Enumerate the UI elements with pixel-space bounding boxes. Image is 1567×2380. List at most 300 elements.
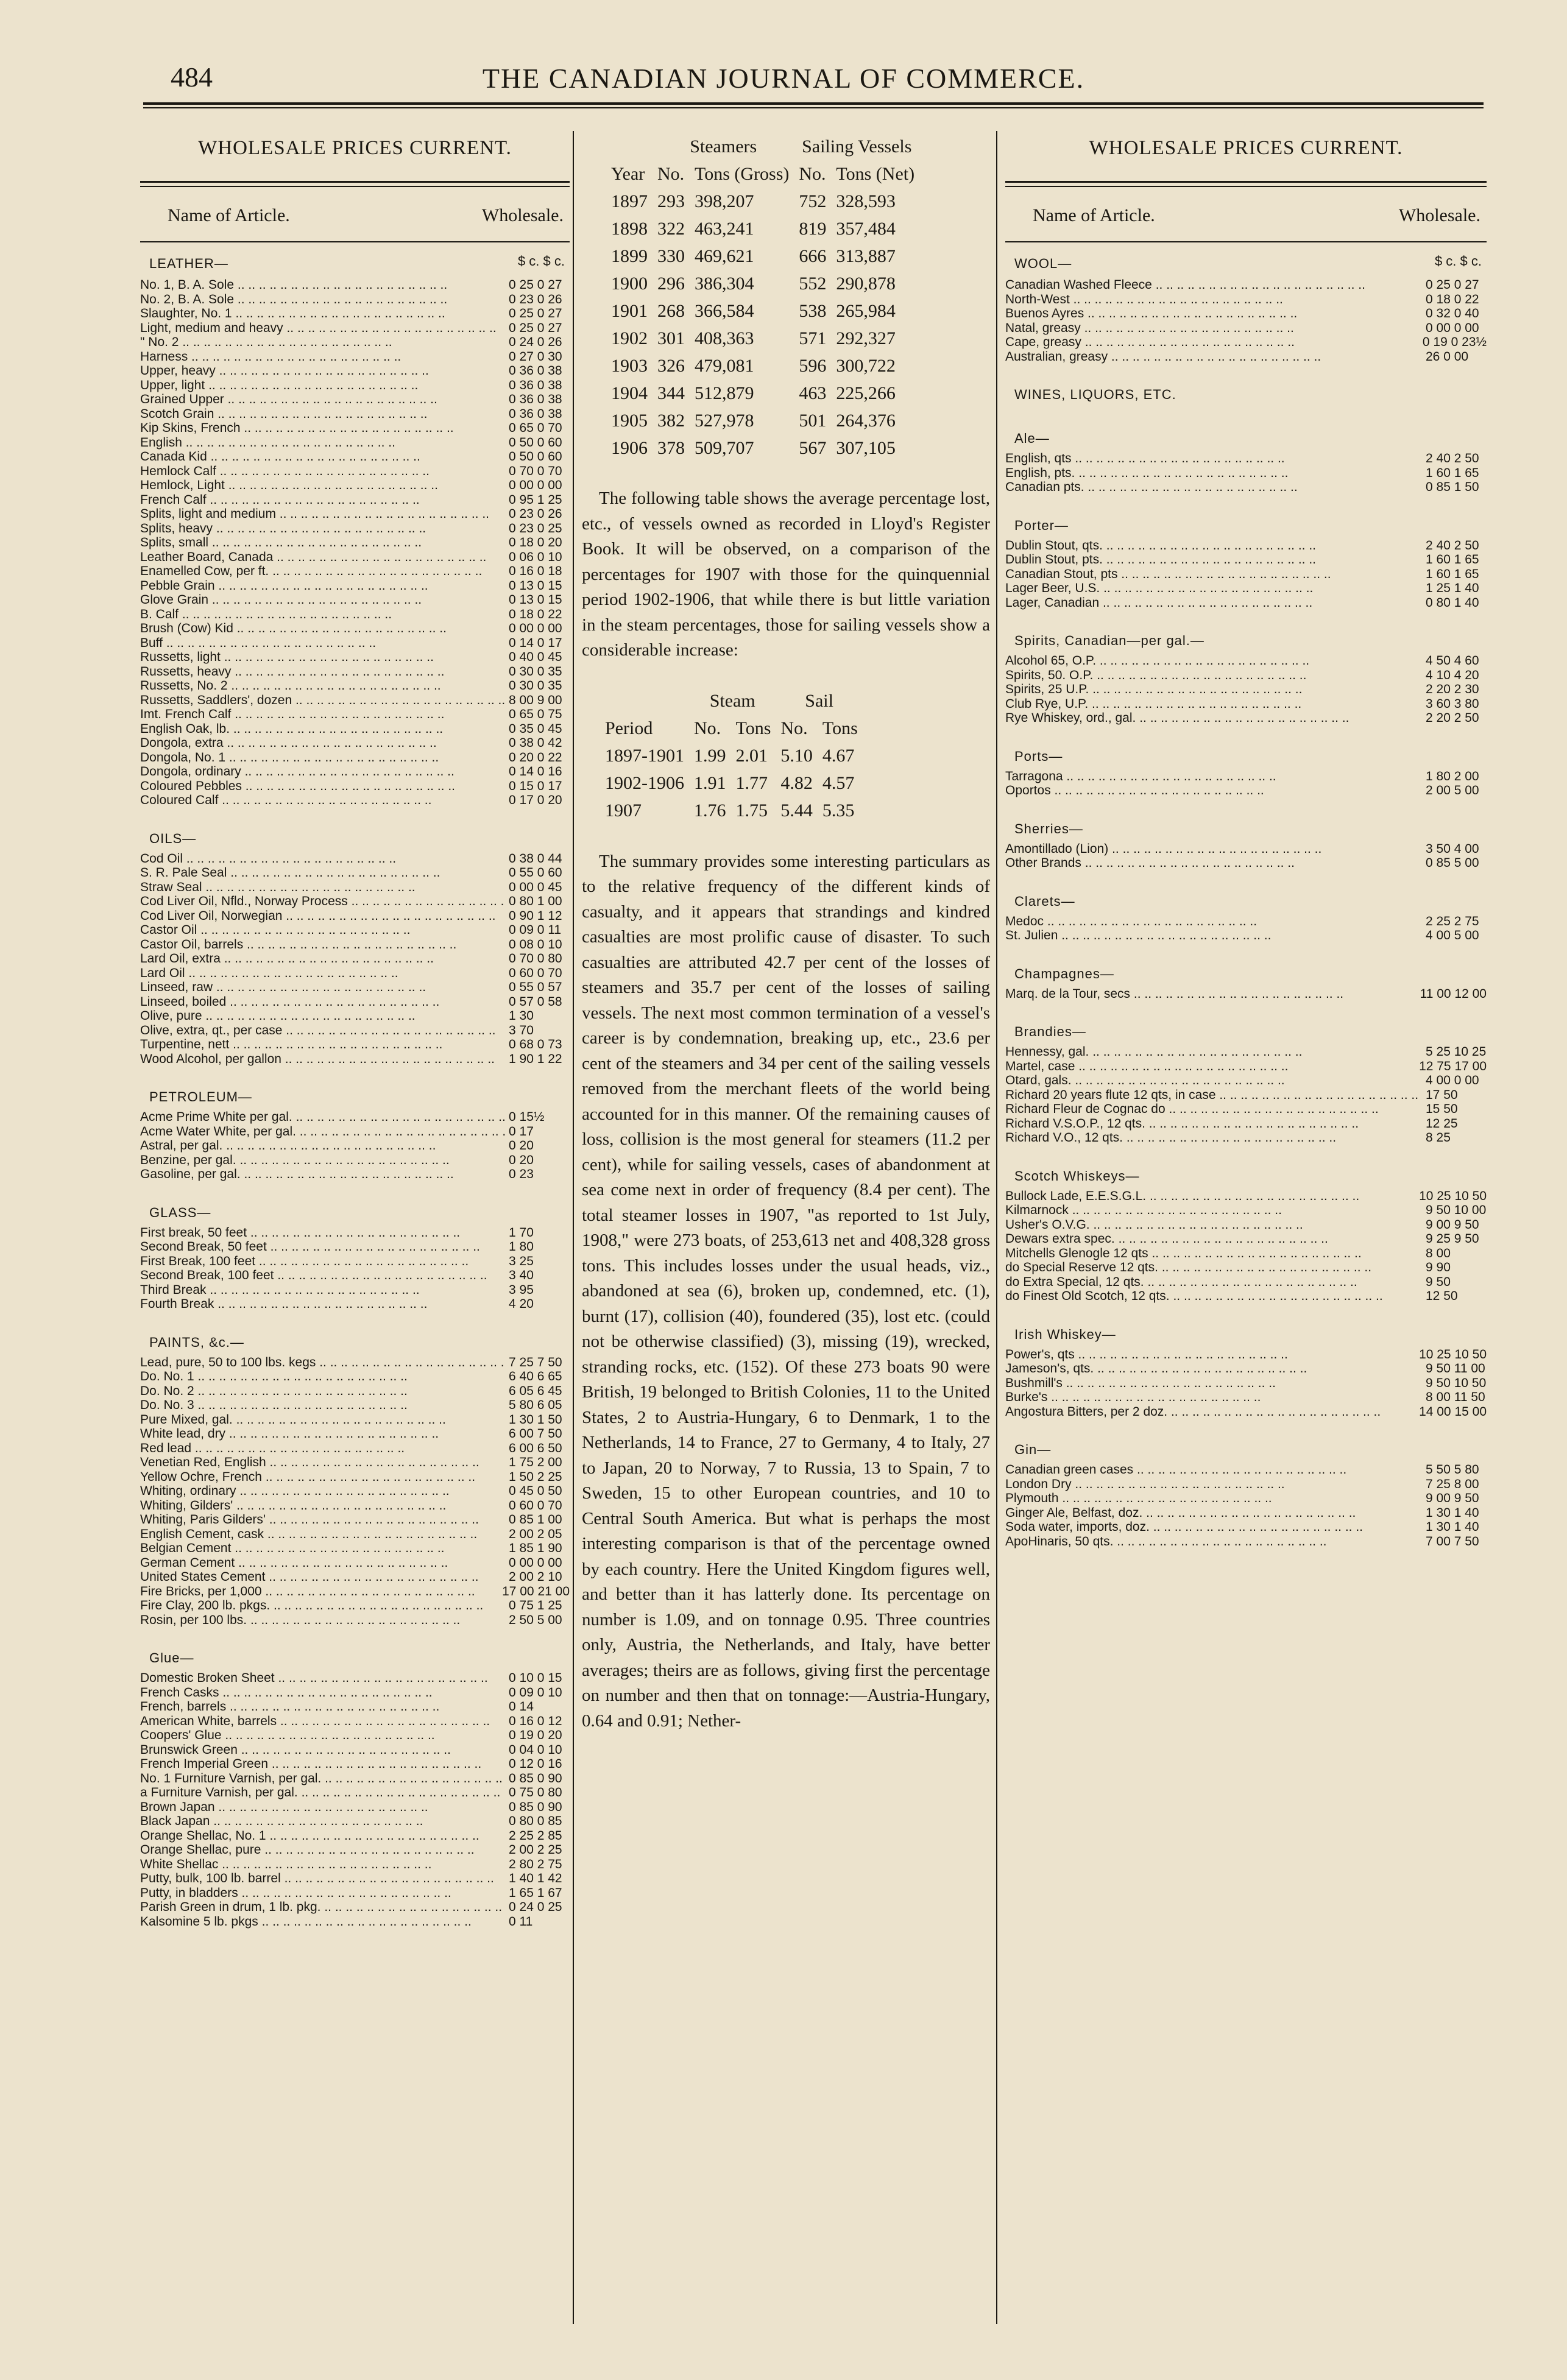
fleet-row <box>606 407 919 434</box>
fleet-cell: 264,376 <box>836 410 896 431</box>
price-row <box>1005 1117 1487 1131</box>
price-row <box>1005 581 1487 596</box>
section-heading: GLASS— <box>149 1204 211 1220</box>
price-row <box>140 1771 570 1786</box>
article-price: 0 25 0 27 <box>509 320 562 335</box>
price-row <box>140 679 570 693</box>
right-column-title: WHOLESALE PRICES CURRENT. <box>1089 137 1403 159</box>
article-price: 3 50 4 00 <box>1426 841 1479 856</box>
price-row <box>140 1598 570 1613</box>
article-name: Enamelled Cow, per ft. .. .. <box>140 564 505 579</box>
article-name: Australian, greasy .. .. <box>1005 350 1422 364</box>
article-name: Cod Liver Oil, Nfld., Norway Process .. .. <box>140 894 505 909</box>
fleet-cell: 386,304 <box>695 273 754 294</box>
article-name: United States Cement .. .. <box>140 1570 505 1584</box>
price-row <box>140 1527 570 1542</box>
article-name: Dongola, extra .. .. <box>140 736 505 750</box>
section-heading: Ale— <box>1014 431 1050 446</box>
price-units: $ c. $ c. <box>1434 253 1482 269</box>
article-name: do Finest Old Scotch, 12 qts. .. .. <box>1005 1289 1422 1304</box>
article-price: 0 15 0 17 <box>509 779 562 793</box>
fleet-cell: 326 <box>657 355 685 376</box>
article-price: 1 30 1 50 <box>509 1412 562 1427</box>
pct-row <box>600 770 863 797</box>
price-row <box>1005 769 1487 784</box>
section-heading: WINES, LIQUORS, ETC. <box>1014 387 1176 402</box>
right-price-header: Wholesale. <box>1398 205 1480 225</box>
price-row <box>140 1513 570 1527</box>
header-rule-top <box>143 102 1484 105</box>
section-gap <box>140 1627 570 1640</box>
article-price: 0 15½ <box>509 1110 545 1124</box>
price-row <box>140 1110 570 1125</box>
price-row <box>140 750 570 765</box>
article-name: Lead, pure, 50 to 100 lbs. kegs .. .. <box>140 1355 505 1370</box>
fleet-cell: 463,241 <box>695 218 754 239</box>
article-name: Upper, light .. .. <box>140 378 505 393</box>
article-name: Lager Beer, U.S. .. .. <box>1005 581 1422 596</box>
article-name: German Cement .. .. <box>140 1556 505 1570</box>
fleet-cell: 1902 <box>611 328 648 348</box>
price-row <box>140 1125 570 1139</box>
article-price: 26 0 00 <box>1426 349 1469 364</box>
article-price: 5 50 5 80 <box>1426 1463 1479 1477</box>
article-price: 1 65 1 67 <box>509 1885 562 1900</box>
article-price: 12 25 <box>1426 1116 1458 1131</box>
article-name: Olive, extra, qt., per case .. .. <box>140 1023 505 1038</box>
section-gap <box>140 808 570 821</box>
article-price: 0 50 0 60 <box>509 435 562 450</box>
price-row <box>140 1427 570 1441</box>
article-name: Kalsomine 5 lb. pkgs .. .. <box>140 1915 505 1929</box>
price-row <box>1005 278 1487 292</box>
section-heading: Scotch Whiskeys— <box>1014 1168 1140 1184</box>
article-name: Coopers' Glue .. .. <box>140 1728 505 1743</box>
price-row <box>140 292 570 307</box>
left-price-list <box>140 128 570 1942</box>
article-price: 0 55 0 60 <box>509 866 562 880</box>
price-row <box>140 621 570 636</box>
article-name: Fourth Break .. .. <box>140 1297 505 1312</box>
article-name: Russetts, Saddlers', dozen .. .. <box>140 693 505 708</box>
article-name: Richard V.S.O.P., 12 qts. .. .. <box>1005 1117 1422 1131</box>
price-row <box>1005 928 1487 943</box>
price-row <box>1005 914 1487 929</box>
article-price: 0 32 0 40 <box>1426 306 1479 320</box>
section-heading: Spirits, Canadian—per gal.— <box>1014 633 1204 648</box>
price-row <box>140 579 570 593</box>
article-price: 0 90 1 12 <box>509 908 562 923</box>
article-name: Splits, heavy .. .. <box>140 521 505 536</box>
article-price: 0 65 0 75 <box>509 707 562 721</box>
price-row <box>1005 668 1487 683</box>
article-price: 0 36 0 38 <box>509 406 562 421</box>
article-name: Marq. de la Tour, secs .. .. <box>1005 987 1417 1001</box>
price-row <box>1005 553 1487 567</box>
price-row <box>140 1226 570 1240</box>
article-name: Harness .. .. <box>140 350 505 364</box>
section-heading: Gin— <box>1014 1442 1052 1457</box>
price-row <box>140 1671 570 1686</box>
fleet-cell: 752 <box>799 191 827 211</box>
section-gap <box>1005 1145 1487 1159</box>
article-price: 0 13 0 15 <box>509 593 562 607</box>
article-name: Natal, greasy .. .. <box>1005 321 1422 336</box>
article-name: French Calf .. .. <box>140 493 505 507</box>
article-price: 2 00 5 00 <box>1426 783 1479 797</box>
pct-row <box>600 797 863 825</box>
price-row <box>140 966 570 981</box>
article-name: Dublin Stout, qts. .. .. <box>1005 539 1422 553</box>
section-gap <box>1005 1304 1487 1317</box>
article-price: 3 95 <box>509 1282 534 1297</box>
column-divider-left <box>573 131 574 2324</box>
article-price: 0 08 0 10 <box>509 937 562 952</box>
pct-cell: 1.75 <box>735 800 768 821</box>
article-price: 10 25 10 50 <box>1419 1188 1487 1203</box>
fleet-row <box>606 188 919 215</box>
article-name: B. Calf .. .. <box>140 607 505 622</box>
article-name: Russetts, No. 2 .. .. <box>140 679 505 693</box>
price-row <box>1005 856 1487 870</box>
article-price: 0 60 0 70 <box>509 1498 562 1513</box>
price-row <box>140 909 570 923</box>
section-gap <box>1005 610 1487 623</box>
pct-cell: 4.82 <box>780 773 813 793</box>
price-row <box>140 779 570 794</box>
article-name: North-West .. .. <box>1005 292 1422 307</box>
pct-group-steam: Steam <box>709 691 755 711</box>
price-row <box>140 1369 570 1384</box>
article-price: 0 00 0 00 <box>509 478 562 492</box>
article-price: 0 11 <box>509 1914 533 1929</box>
article-name: French Casks .. .. <box>140 1686 505 1700</box>
left-sections <box>140 253 570 1942</box>
article-price: 0 00 0 45 <box>509 880 562 894</box>
article-name: Second Break, 50 feet .. .. <box>140 1240 505 1254</box>
fleet-cell: 1897 <box>611 191 648 211</box>
article-price: 1 60 1 65 <box>1426 553 1479 567</box>
article-name: Putty, in bladders .. .. <box>140 1886 505 1901</box>
price-row <box>140 335 570 350</box>
article-name: Do. No. 2 .. .. <box>140 1384 505 1399</box>
article-price: 9 50 10 00 <box>1426 1203 1487 1217</box>
price-row <box>1005 1506 1487 1520</box>
article-price: 7 25 8 00 <box>1426 1477 1479 1491</box>
fleet-cell: 296 <box>657 273 685 294</box>
fleet-row <box>606 270 919 297</box>
price-row <box>140 464 570 479</box>
article-price: 0 19 0 23½ <box>1422 335 1487 349</box>
section-gap <box>140 1929 570 1942</box>
article-name: French Imperial Green .. .. <box>140 1757 505 1771</box>
fleet-cell: 378 <box>657 437 685 458</box>
article-price: 0 14 0 17 <box>509 635 562 650</box>
fleet-cell: 552 <box>799 273 827 294</box>
fleet-cell: 509,707 <box>695 437 754 458</box>
price-row <box>140 1268 570 1283</box>
section-gap <box>1005 870 1487 884</box>
article-price: 0 00 0 00 <box>1426 320 1479 335</box>
price-row <box>140 636 570 651</box>
pct-cell: 1902-1906 <box>605 773 684 793</box>
pct-cell: 5.44 <box>780 800 813 821</box>
article-price: 0 75 0 80 <box>509 1785 562 1799</box>
article-price: 0 36 0 38 <box>509 364 562 378</box>
article-price: 0 09 0 11 <box>509 923 562 937</box>
article-name: S. R. Pale Seal .. .. <box>140 866 505 880</box>
price-row <box>140 736 570 750</box>
fleet-cell: 357,484 <box>836 218 896 239</box>
fleet-cell: 330 <box>657 245 685 266</box>
article-name: Lager, Canadian .. .. <box>1005 596 1422 610</box>
article-price: 0 85 1 50 <box>1426 480 1479 494</box>
article-name: Canadian green cases .. .. <box>1005 1463 1422 1477</box>
article-price: 0 17 <box>509 1124 534 1139</box>
price-row <box>1005 987 1487 1001</box>
article-price: 1 40 1 42 <box>509 1871 562 1885</box>
fleet-cell: 398,207 <box>695 191 754 211</box>
article-name: Hennessy, gal. .. .. <box>1005 1045 1422 1059</box>
fleet-row <box>606 352 919 380</box>
article-name: Soda water, imports, doz. .. .. <box>1005 1520 1422 1534</box>
article-name: Castor Oil, barrels .. .. <box>140 938 505 952</box>
article-price: 12 75 17 00 <box>1419 1059 1487 1073</box>
price-row <box>1005 539 1487 553</box>
article-name: Otard, gals. .. .. <box>1005 1073 1422 1088</box>
pct-cell: 4.67 <box>822 746 855 766</box>
article-name: Burke's .. .. <box>1005 1390 1422 1405</box>
price-row <box>1005 1361 1487 1376</box>
left-title-rule <box>140 181 570 187</box>
price-row <box>140 722 570 736</box>
pct-cell: 1.99 <box>694 746 726 766</box>
price-row <box>140 1470 570 1485</box>
price-row <box>1005 1045 1487 1059</box>
price-row <box>140 866 570 880</box>
article-price: 1 30 1 40 <box>1426 1505 1479 1520</box>
article-name: Plymouth .. .. <box>1005 1491 1422 1506</box>
article-name: Third Break .. .. <box>140 1283 505 1298</box>
article-price: 0 04 0 10 <box>509 1742 562 1757</box>
article-price: 0 23 0 25 <box>509 521 562 535</box>
article-price: 0 20 0 22 <box>509 750 562 764</box>
article-name: Lard Oil .. .. <box>140 966 505 981</box>
fleet-cell: 328,593 <box>836 191 896 211</box>
fleet-cell: 265,984 <box>836 300 896 321</box>
article-price: 2 20 2 50 <box>1426 711 1479 725</box>
fleet-cell: 666 <box>799 245 827 266</box>
price-row <box>140 693 570 708</box>
article-name: Second Break, 100 feet .. .. <box>140 1268 505 1283</box>
article-price: 3 40 <box>509 1268 534 1282</box>
price-row <box>140 1297 570 1312</box>
section-gap <box>1005 943 1487 956</box>
article-price: 0 45 0 50 <box>509 1484 562 1498</box>
article-name: Splits, small .. .. <box>140 535 505 550</box>
price-row <box>140 321 570 336</box>
right-price-list <box>1005 128 1487 1562</box>
price-row <box>140 407 570 422</box>
article-name: French, barrels .. .. <box>140 1700 505 1714</box>
pct-cell: 2.01 <box>735 746 768 766</box>
price-row <box>140 1441 570 1456</box>
article-price: 0 19 0 20 <box>509 1728 562 1742</box>
article-price: 0 38 0 44 <box>509 851 562 866</box>
article-price: 0 30 0 35 <box>509 679 562 693</box>
section-gap <box>140 1312 570 1325</box>
article-price: 2 20 2 30 <box>1426 682 1479 696</box>
article-price: 9 90 <box>1426 1260 1451 1274</box>
fleet-cell: 538 <box>799 300 827 321</box>
price-row <box>140 1915 570 1929</box>
article-price: 1 60 1 65 <box>1426 567 1479 581</box>
fleet-cell: 1898 <box>611 218 648 239</box>
article-price: 7 00 7 50 <box>1426 1534 1479 1548</box>
price-row <box>1005 1520 1487 1534</box>
fleet-group-header <box>606 133 919 160</box>
article-name: Kilmarnock .. .. <box>1005 1203 1422 1218</box>
article-name: Upper, heavy .. .. <box>140 364 505 378</box>
article-name: Orange Shellac, pure .. .. <box>140 1843 505 1857</box>
article-price: 7 25 7 50 <box>509 1355 562 1369</box>
article-price: 0 57 0 58 <box>509 994 562 1009</box>
price-row <box>1005 1260 1487 1275</box>
article-price: 1 75 2 00 <box>509 1455 562 1469</box>
article-price: 1 85 1 90 <box>509 1541 562 1555</box>
price-row <box>140 521 570 536</box>
article-name: Medoc .. .. <box>1005 914 1422 929</box>
price-row <box>140 1541 570 1556</box>
article-name: English Oak, lb. .. .. <box>140 722 505 736</box>
price-row <box>1005 1376 1487 1391</box>
article-price: 0 23 0 26 <box>509 292 562 306</box>
fleet-table <box>606 133 919 462</box>
article-price: 0 00 0 00 <box>509 1555 562 1570</box>
fleet-row <box>606 380 919 407</box>
pct-header-tons: Tons <box>735 718 771 738</box>
article-name: Leather Board, Canada .. .. <box>140 550 505 565</box>
article-name: English, pts. .. .. <box>1005 466 1422 481</box>
section-heading: Champagnes— <box>1014 966 1114 981</box>
price-row <box>1005 1289 1487 1304</box>
article-name: Dongola, ordinary .. .. <box>140 764 505 779</box>
article-name: Dewars extra spec. .. .. <box>1005 1232 1422 1246</box>
right-name-header: Name of Article. <box>1033 205 1155 225</box>
paragraph-summary <box>582 849 990 1734</box>
article-name: Club Rye, U.P. .. .. <box>1005 697 1422 712</box>
article-name: Bushmill's .. .. <box>1005 1376 1422 1391</box>
article-name: Cod Oil .. .. <box>140 852 505 866</box>
article-name: Cape, greasy .. .. <box>1005 335 1419 350</box>
article-name: a Furniture Varnish, per gal. .. .. <box>140 1785 505 1800</box>
article-price: 0 09 0 10 <box>509 1685 562 1700</box>
section-gap <box>1005 495 1487 508</box>
fleet-cell: 512,879 <box>695 383 754 403</box>
fleet-cell: 366,584 <box>695 300 754 321</box>
fleet-header-tons-gross: Tons (Gross) <box>695 163 790 184</box>
price-row <box>1005 711 1487 726</box>
article-name: Fire Clay, 200 lb. pkgs. .. .. <box>140 1598 505 1613</box>
fleet-cell: 292,327 <box>836 328 896 348</box>
article-name: Buff .. .. <box>140 636 505 651</box>
fleet-cell: 293 <box>657 191 685 211</box>
article-price: 0 23 <box>509 1167 534 1181</box>
price-row <box>140 1052 570 1067</box>
price-row <box>1005 1088 1487 1103</box>
article-price: 15 50 <box>1426 1102 1458 1116</box>
article-name: Richard 20 years flute 12 qts, in case .. .. <box>1005 1088 1422 1103</box>
article-price: 0 20 <box>509 1153 534 1167</box>
article-price: 1 50 2 25 <box>509 1469 562 1484</box>
price-row <box>1005 697 1487 712</box>
fleet-cell: 1899 <box>611 245 648 266</box>
article-name: Rosin, per 100 lbs. .. .. <box>140 1613 505 1628</box>
fleet-cell: 1900 <box>611 273 648 294</box>
price-row <box>140 894 570 909</box>
fleet-cell: 344 <box>657 383 685 403</box>
article-price: 0 25 0 27 <box>1426 278 1479 292</box>
price-row <box>1005 1203 1487 1218</box>
price-row <box>140 764 570 779</box>
journal-title: THE CANADIAN JOURNAL OF COMMERCE. <box>482 63 1085 94</box>
article-name: Whiting, Gilders' .. .. <box>140 1499 505 1513</box>
price-row <box>140 1037 570 1052</box>
article-name: No. 2, B. A. Sole .. .. <box>140 292 505 307</box>
article-name: Scotch Grain .. .. <box>140 407 505 422</box>
price-row <box>1005 335 1487 350</box>
article-name: Canadian pts. .. .. <box>1005 480 1422 495</box>
price-row <box>1005 1491 1487 1506</box>
price-row <box>140 1283 570 1298</box>
price-row <box>140 1800 570 1815</box>
article-name: Alcohol 65, O.P. .. .. <box>1005 654 1422 668</box>
article-price: 0 16 0 12 <box>509 1714 562 1728</box>
article-price: 0 55 0 57 <box>509 980 562 994</box>
pct-header-tons-2: Tons <box>822 718 858 738</box>
article-name: Slaughter, No. 1 .. .. <box>140 306 505 321</box>
article-name: Whiting, Paris Gilders' .. .. <box>140 1513 505 1527</box>
section-gap <box>1005 726 1487 739</box>
price-row <box>140 1743 570 1757</box>
article-name: Imt. French Calf .. .. <box>140 707 505 722</box>
price-units: $ c. $ c. <box>517 253 565 269</box>
right-table-header <box>1005 205 1487 226</box>
price-row <box>140 1167 570 1182</box>
price-row <box>140 1355 570 1370</box>
fleet-cell: 819 <box>799 218 827 239</box>
article-price: 0 24 0 26 <box>509 335 562 349</box>
fleet-cell: 408,363 <box>695 328 754 348</box>
price-row <box>140 1714 570 1729</box>
article-price: 0 20 <box>509 1139 534 1153</box>
article-price: 12 50 <box>1426 1289 1458 1303</box>
article-price: 0 60 0 70 <box>509 966 562 980</box>
fleet-cell: 301 <box>657 328 685 348</box>
pct-cell: 1907 <box>605 800 642 821</box>
fleet-cell: 1905 <box>611 410 648 431</box>
article-name: No. 1, B. A. Sole .. .. <box>140 278 505 292</box>
article-name: Other Brands .. .. <box>1005 856 1422 870</box>
article-price: 2 80 2 75 <box>509 1857 562 1871</box>
price-row <box>140 1484 570 1499</box>
article-price: 1 90 1 22 <box>509 1051 562 1066</box>
article-price: 0 40 0 45 <box>509 650 562 664</box>
left-column-title: WHOLESALE PRICES CURRENT. <box>198 137 512 159</box>
article-price: 4 10 4 20 <box>1426 668 1479 682</box>
price-row <box>140 1499 570 1513</box>
article-price: 0 80 0 85 <box>509 1814 562 1828</box>
